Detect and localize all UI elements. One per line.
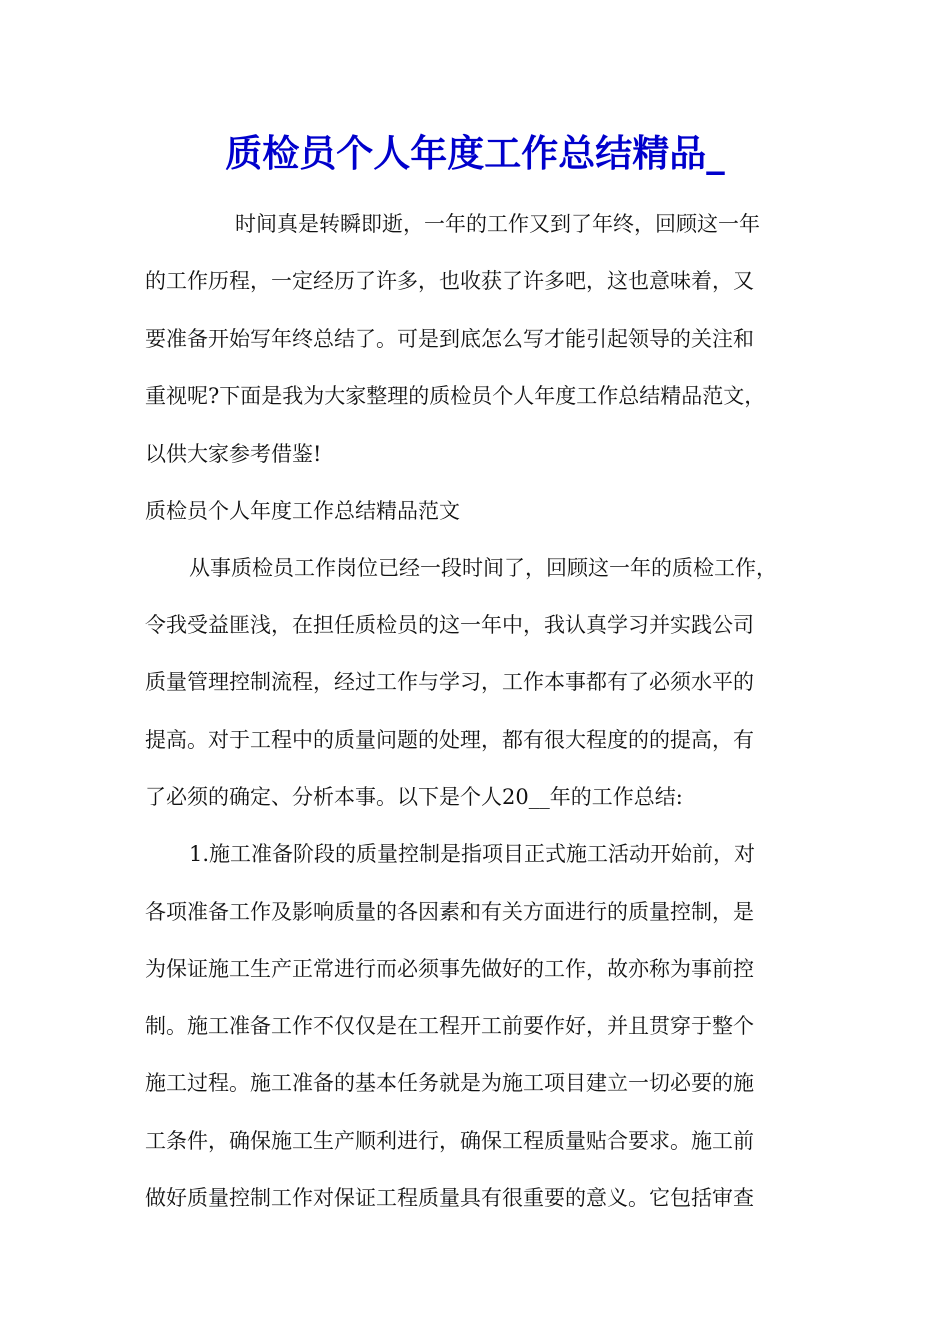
item-1-line-7: 做好质量控制工作对保证工程质量具有很重要的意义。它包括审查 [145,1186,754,1210]
section-heading: 质检员个人年度工作总结精品范文 [145,499,460,523]
item-1-line-5: 施工过程。施工准备的基本任务就是为施工项目建立一切必要的施 [145,1071,754,1095]
document-title: 质检员个人年度工作总结精品_ [225,132,725,175]
body-line-1: 从事质检员工作岗位已经一段时间了，回顾这一年的质检工作， [189,556,777,580]
intro-line-3: 要准备开始写年终总结了。可是到底怎么写才能引起领导的关注和 [145,327,754,351]
body-line-2: 令我受益匪浅，在担任质检员的这一年中，我认真学习并实践公司 [145,613,754,637]
item-1-line-3: 为保证施工生产正常进行而必须事先做好的工作，故亦称为事前控 [145,957,754,981]
intro-line-4: 重视呢?下面是我为大家整理的质检员个人年度工作总结精品范文， [145,384,766,408]
item-1-line-4: 制。施工准备工作不仅仅是在工程开工前要作好，并且贯穿于整个 [145,1014,754,1038]
intro-line-2: 的工作历程，一定经历了许多，也收获了许多吧，这也意味着，又 [145,269,754,293]
item-1-line-6: 工条件，确保施工生产顺利进行，确保工程质量贴合要求。施工前 [145,1129,754,1153]
body-line-5: 了必须的确定、分析本事。以下是个人20__年的工作总结: [145,785,683,809]
body-line-3: 质量管理控制流程，经过工作与学习，工作本事都有了必须水平的 [145,670,754,694]
intro-line-1: 时间真是转瞬即逝，一年的工作又到了年终，回顾这一年 [235,212,760,236]
item-1-line-2: 各项准备工作及影响质量的各因素和有关方面进行的质量控制，是 [145,900,754,924]
body-line-4: 提高。对于工程中的质量问题的处理，都有很大程度的的提高，有 [145,728,754,752]
intro-line-5: 以供大家参考借鉴! [145,442,322,466]
item-1-line-1: 1.施工准备阶段的质量控制是指项目正式施工活动开始前，对 [189,842,756,866]
